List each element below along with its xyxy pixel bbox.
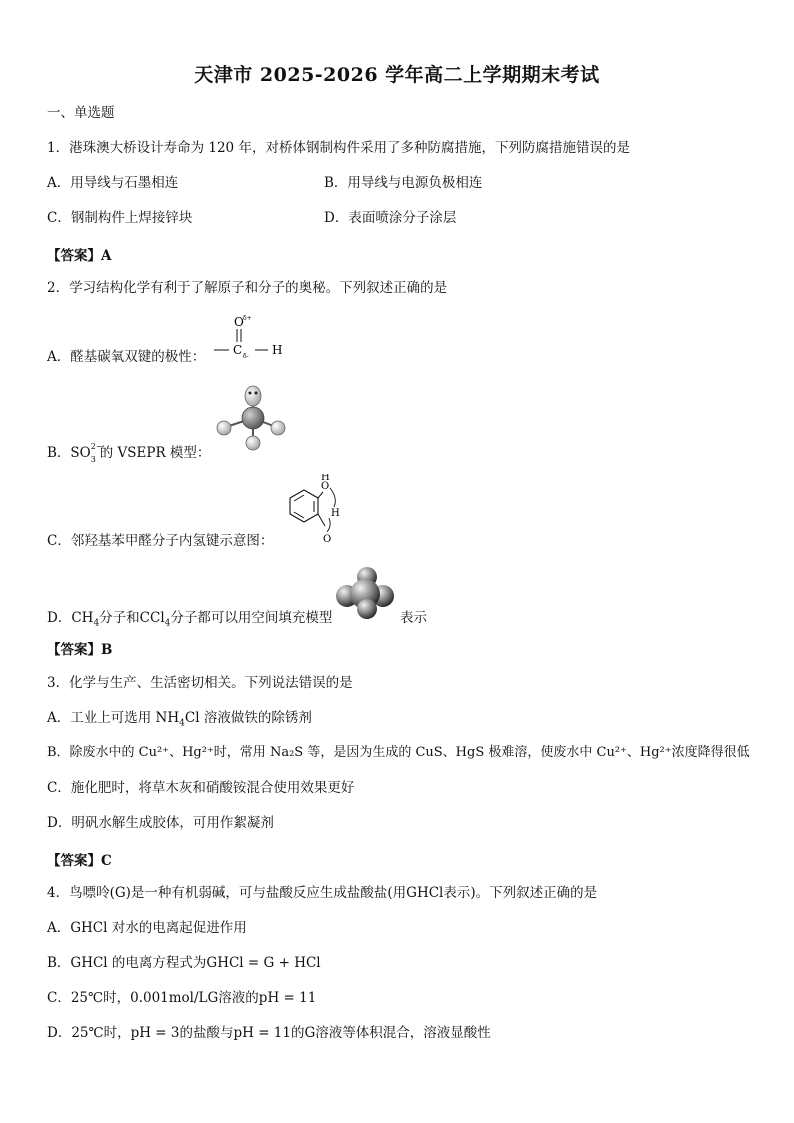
option-d-prefix: D．CH	[47, 610, 94, 626]
oxygen-atom-label: O	[234, 315, 244, 329]
question-4-stem: 4．鸟嘌呤(G)是一种有机弱碱，可与盐酸反应生成盐酸盐(用GHCl表示)。下列叙述正确的是	[47, 885, 598, 901]
oxygen-ball-left	[217, 421, 231, 435]
space-filling-model	[334, 564, 394, 620]
sulfite-subscript: 3	[90, 455, 96, 464]
question-4-option-c: C．25℃时，0.001mol/LG溶液的pH = 11	[47, 990, 317, 1006]
bottom-atom-ball	[357, 599, 377, 619]
question-1-answer: 【答案】A	[47, 248, 112, 264]
oxygen-ball-bottom	[246, 436, 260, 450]
option-b-text: 的 VSEPR 模型：	[99, 445, 211, 461]
c-cho-bond	[318, 514, 325, 526]
question-2-option-c: C．邻羟基苯甲醛分子内氢键示意图：	[47, 533, 274, 549]
hydroxyl-oxygen-label: O	[321, 481, 330, 492]
question-1-stem: 1．港珠澳大桥设计寿命为 120 年，对桥体钢制构件采用了多种防腐措施，下列防腐措施错误的是	[47, 140, 630, 156]
question-1-option-d: D．表面喷涂分子涂层	[324, 210, 457, 226]
hydroxyl-hydrogen-label: H	[321, 474, 330, 483]
lone-pair-electron	[249, 392, 252, 395]
hydrogen-atom-label: H	[272, 343, 283, 357]
question-4-option-b: B．GHCl 的电离方程式为GHCl = G + HCl	[47, 955, 321, 971]
ccl4-subscript: 4	[164, 618, 171, 629]
question-3-option-d: D．明矾水解生成胶体，可用作絮凝剂	[47, 815, 274, 831]
oxygen-ball-right	[271, 421, 285, 435]
option-a-prefix: A．工业上可选用 NH	[47, 710, 180, 726]
carbon-partial-charge: δ-	[243, 353, 249, 360]
option-d-text: 分子都可以用空间填充模型	[170, 610, 333, 626]
aldehyde-hydrogen-label: H	[331, 508, 340, 519]
ring-inner-bond	[294, 495, 304, 501]
intramolecular-hbond-diagram	[278, 474, 348, 546]
ammonium-subscript: 4	[179, 718, 185, 729]
sulfite-charge: 2−	[90, 442, 103, 451]
option-d-tail: 表示	[400, 610, 427, 626]
question-1-option-a: A．用导线与石墨相连	[47, 175, 179, 191]
hydrogen-bond-arc	[330, 488, 335, 507]
question-2-stem: 2．学习结构化学有利于了解原子和分子的奥秘。下列叙述正确的是	[47, 280, 448, 296]
option-d-middle: 分子和CCl	[99, 610, 165, 626]
oxygen-partial-charge: δ+	[243, 315, 252, 322]
c-o-bond	[318, 492, 323, 498]
question-2-answer: 【答案】B	[47, 642, 113, 658]
aldehyde-polarity-diagram	[212, 312, 292, 362]
question-4-option-d: D．25℃时，pH = 3的盐酸与pH = 11的G溶液等体积混合，溶液显酸性	[47, 1025, 491, 1041]
lone-pair-lobe	[245, 386, 261, 406]
question-4-option-a: A．GHCl 对水的电离起促进作用	[47, 920, 247, 936]
lone-pair-electron	[255, 392, 258, 395]
question-1-option-b: B．用导线与电源负极相连	[324, 175, 483, 191]
question-3-option-c: C．施化肥时，将草木灰和硝酸铵混合使用效果更好	[47, 780, 355, 796]
question-3-stem: 3．化学与生产、生活密切相关。下列说法错误的是	[47, 675, 353, 691]
option-b-prefix: B．SO	[47, 445, 91, 461]
question-3-answer: 【答案】C	[47, 853, 112, 869]
aldehyde-bond-arc	[327, 518, 330, 532]
option-a-text: Cl 溶液做铁的除锈剂	[184, 710, 312, 726]
question-2-option-b	[47, 444, 210, 462]
methane-subscript: 4	[93, 618, 100, 629]
question-2-option-a: A．醛基碳氧双键的极性：	[47, 349, 206, 365]
vsepr-model-diagram	[212, 383, 292, 453]
page-title: 天津市 2025-2026 学年高二上学期期末考试	[194, 64, 600, 86]
question-3-option-b: B．除废水中的 Cu²⁺、Hg²⁺时，常用 Na₂S 等，是因为生成的 CuS、HgS 极难溶，使废水中 Cu²⁺、Hg²⁺浓度降得很低	[47, 745, 750, 760]
question-3-option-a	[47, 709, 312, 733]
carbon-atom-label: C	[233, 343, 243, 357]
aldehyde-oxygen-label: O	[323, 534, 332, 545]
section-heading: 一、单选题	[47, 105, 115, 121]
question-2-option-d	[47, 609, 332, 633]
sulfur-ball	[242, 407, 264, 429]
question-1-option-c: C．钢制构件上焊接锌块	[47, 210, 193, 226]
